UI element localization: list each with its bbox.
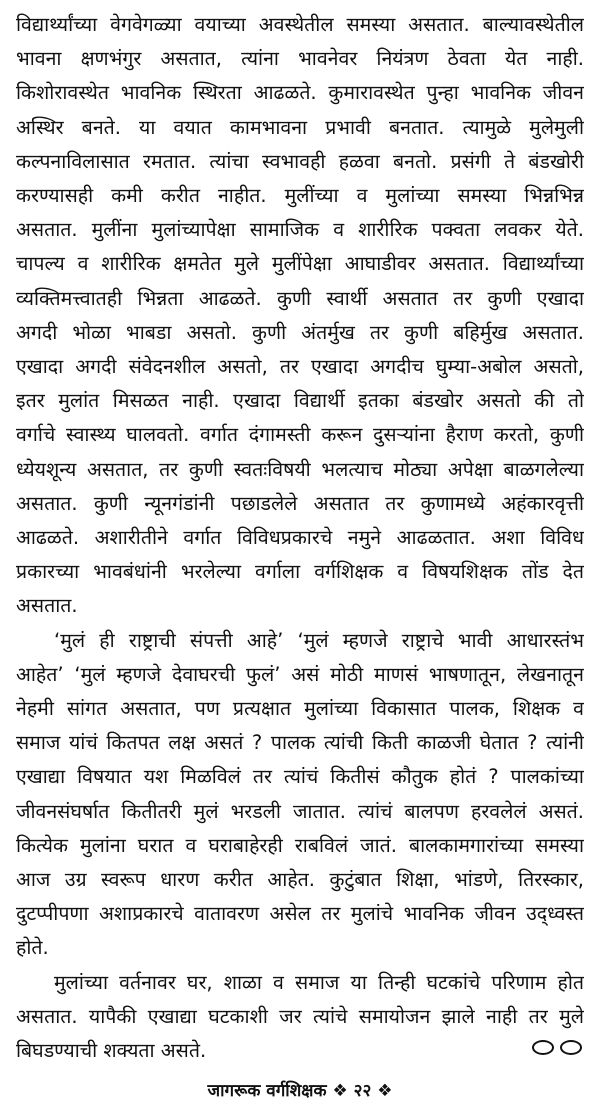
page-number: २२	[353, 1081, 372, 1101]
body-line: समाज यांचं कितपत लक्ष असतं ? पालक त्यांची किती काळजी घेतात ? त्यांनी	[16, 731, 584, 755]
body-line: आढळते. अशारीतीने वर्गात विविधप्रकारचे नमुने आढळतात. अशा विविध	[16, 526, 584, 549]
body-line: किशोरावस्थेत भावनिक स्थिरता आढळते. कुमारावस्थेत पुन्हा भावनिक जीवन	[16, 81, 584, 105]
body-line: दुटप्पीपणा अशाप्रकारचे वातावरण असेल तर मुलांचे भावनिक जीवन उद्ध्वस्त	[16, 902, 584, 926]
body-line: आहेत’ ‘मुलं म्हणजे देवाघरची फुलं’ असं मोठी माणसं भाषणातून, लेखनातून	[16, 662, 584, 686]
body-line: अस्थिर बनते. या वयात कामभावना प्रभावी बनतात. त्यामुळे मुलेमुली	[16, 115, 584, 139]
body-line: भावना क्षणभंगुर असतात, त्यांना भावनेवर नियंत्रण ठेवता येत नाही.	[16, 47, 584, 71]
body-line: असतात. कुणी न्यूनगंडांनी पछाडलेले असतात तर कुणामध्ये अहंकारवृत्ती	[16, 491, 584, 515]
body-line: नेहमी सांगत असतात, पण प्रत्यक्षात मुलांच्या विकासात पालक, शिक्षक व	[16, 697, 584, 720]
footer-title: जागरूक वर्गशिक्षक	[207, 1081, 327, 1101]
body-line: व्यक्तिमत्त्वातही भिन्नता आढळते. कुणी स्वार्थी असतात तर कुणी एखादा	[16, 286, 584, 310]
body-line: चापल्य व शारीरिक क्षमतेत मुले मुलींपेक्षा आघाडीवर असतात. विद्यार्थ्यांच्या	[16, 252, 584, 276]
ornament-icon: ❖	[377, 1081, 393, 1101]
body-line: आज उग्र स्वरूप धारण करीत आहेत. कुटुंबात शिक्षा, भांडणे, तिरस्कार,	[16, 868, 584, 891]
body-line: अगदी भोळा भाबडा असतो. कुणी अंतर्मुख तर कुणी बहिर्मुख असतात.	[16, 320, 584, 344]
body-line: इतर मुलांत मिसळत नाही. एखादा विद्यार्थी इतका बंडखोर असतो की तो	[16, 389, 584, 413]
body-line: विद्यार्थ्यांच्या वेगवेगळ्या वयाच्या अवस्थेतील समस्या असतात. बाल्यावस्थेतील	[16, 13, 584, 36]
body-line: होते.	[16, 936, 49, 960]
body-line: करण्यासही कमी करीत नाहीत. मुलींच्या व मुलांच्या समस्या भिन्नभिन्न	[16, 184, 584, 207]
body-line: कित्येक मुलांना घरात व घराबाहेरही राबविलं जातं. बालकामगारांच्या समस्या	[16, 833, 584, 857]
ornament-icon: ❖	[332, 1081, 348, 1101]
body-line: असतात.	[16, 594, 78, 618]
ring-mark	[560, 1040, 582, 1055]
body-line: असतात. मुलींना मुलांच्यापेक्षा सामाजिक व शारीरिक पक्वता लवकर येते.	[16, 218, 584, 242]
page-footer	[0, 1076, 600, 1106]
end-ornament	[532, 1040, 582, 1055]
body-line: एखाद्या विषयात यश मिळविलं तर त्यांचं कितीसं कौतुक होतं ? पालकांच्या	[16, 765, 584, 789]
body-line: प्रकारच्या भावबंधांनी भरलेल्या वर्गाला वर्गशिक्षक व विषयशिक्षक तोंड देत	[16, 560, 584, 584]
body-line: ‘मुलं ही राष्ट्राची संपत्ती आहे’ ‘मुलं म्हणजे राष्ट्राचे भावी आधारस्तंभ	[54, 628, 584, 652]
body-line: बिघडण्याची शक्यता असते.	[16, 1039, 207, 1062]
body-line: एखादा अगदी संवेदनशील असतो, तर एखादा अगदीच घुम्या-अबोल असतो,	[16, 355, 584, 378]
body-line: वर्गाचे स्वास्थ्य घालवतो. वर्गात दंगामस्ती करून दुसऱ्यांना हैराण करतो, कुणी	[16, 423, 584, 447]
body-line: ध्येयशून्य असतात, तर कुणी स्वतःविषयी भलत्याच मोठ्या अपेक्षा बाळगलेल्या	[16, 457, 584, 481]
body-line: जीवनसंघर्षात कितीतरी मुलं भरडली जातात. त्यांचं बालपण हरवलेलं असतं.	[16, 799, 584, 823]
body-line: असतात. यापैकी एखाद्या घटकाशी जर त्यांचे समायोजन झाले नाही तर मुले	[16, 1004, 584, 1028]
ring-mark	[532, 1040, 554, 1055]
body-line: कल्पनाविलासात रमतात. त्यांचा स्वभावही हळवा बनतो. प्रसंगी ते बंडखोरी	[16, 149, 584, 173]
body-line: मुलांच्या वर्तनावर घर, शाळा व समाज या तिन्ही घटकांचे परिणाम होत	[54, 970, 584, 994]
